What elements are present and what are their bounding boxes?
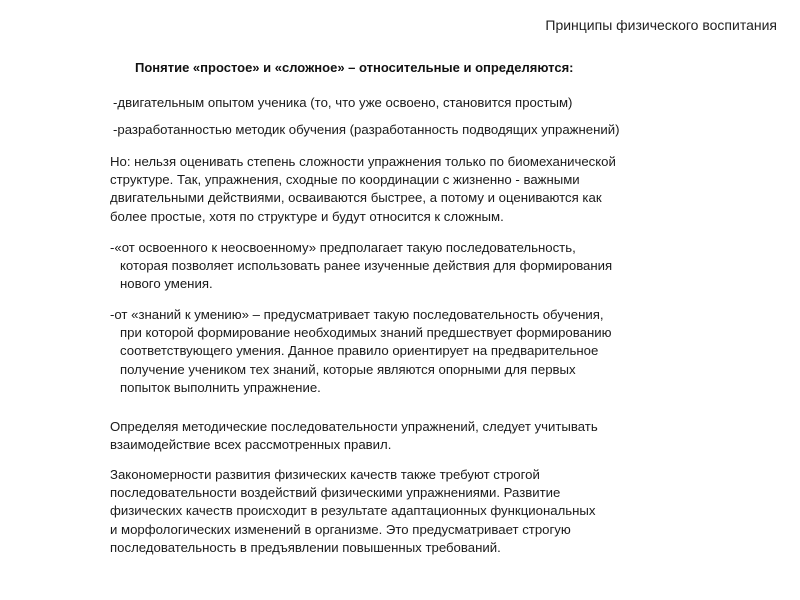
rule-knowledge-to-skill [110, 306, 612, 397]
rule-line: -«от освоенного к неосвоенному» предполагает такую последовательность, [110, 240, 576, 255]
conclusion-line: Определяя методические последовательности упражнений, следует учитывать [110, 419, 598, 434]
conclusion-paragraph [110, 418, 598, 454]
rule-line: получение учеником тех знаний, которые являются опорными для первых [120, 361, 576, 377]
caveat-line: структуре. Так, упражнения, сходные по координации с жизненно - важными [110, 172, 580, 188]
rule-line: которая позволяет использовать ранее изученные действия для формирования [120, 258, 613, 274]
regularities-line: и морфологических изменений в организме. Это предусматривает строгую [110, 521, 571, 537]
regularities-paragraph [110, 466, 596, 557]
rule-line: соответствующего умения. Данное правило ориентирует на предварительное [120, 343, 599, 359]
conclusion-line: взаимодействие всех рассмотренных правил. [110, 437, 392, 453]
rule-line: попыток выполнить упражнение. [120, 379, 321, 395]
determinant-item-2: -разработанностью методик обучения (разработанность подводящих упражнений) [113, 122, 620, 137]
caveat-line: Но: нельзя оценивать степень сложности упражнения только по биомеханической [110, 154, 616, 169]
regularities-line: физических качеств происходит в результате адаптационных функциональных [110, 503, 596, 519]
regularities-line: последовательности воздействий физическими упражнениями. Развитие [110, 485, 561, 501]
rule-familiar-to-unfamiliar [110, 239, 612, 294]
regularities-line: последовательность в предъявлении повышенных требований. [110, 539, 501, 555]
subheading: Понятие «простое» и «сложное» – относительные и определяются: [135, 60, 574, 75]
caveat-line: двигательными действиями, осваиваются быстрее, а потому и оцениваются как [110, 190, 602, 206]
header-title: Принципы физического воспитания [545, 17, 777, 33]
caveat-line: более простые, хотя по структуре и будут относится к сложным. [110, 208, 504, 224]
determinant-item-1: -двигательным опытом ученика (то, что уже освоено, становится простым) [113, 95, 573, 110]
rule-line: при которой формирование необходимых знаний предшествует формированию [120, 325, 612, 341]
rule-line: -от «знаний к умению» – предусматривает такую последовательность обучения, [110, 307, 604, 322]
caveat-paragraph [110, 153, 616, 226]
regularities-line: Закономерности развития физических качеств также требуют строгой [110, 467, 540, 482]
rule-line: нового умения. [120, 276, 213, 292]
